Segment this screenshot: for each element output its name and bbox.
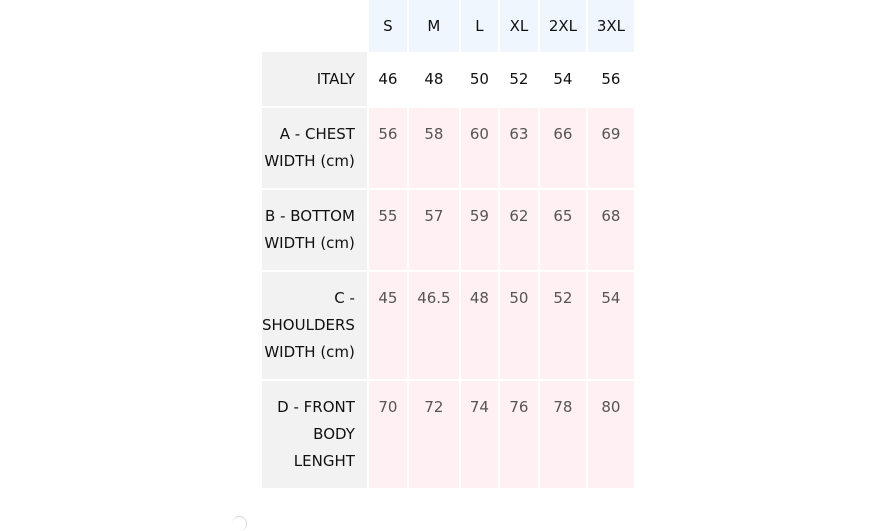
table-cell: 76	[500, 381, 538, 488]
table-cell: 80	[588, 381, 634, 488]
size-header-row	[262, 0, 634, 52]
row-label: B - BOTTOM WIDTH (cm)	[262, 190, 367, 270]
size-header-l: L	[461, 0, 498, 52]
table-cell: 45	[369, 272, 407, 379]
table-row-italy	[262, 52, 634, 106]
table-cell: 48	[409, 52, 459, 106]
table-cell: 66	[540, 108, 586, 188]
row-label: ITALY	[262, 52, 367, 106]
table-cell: 56	[588, 52, 634, 106]
table-cell: 54	[588, 272, 634, 379]
size-header-2xl: 2XL	[540, 0, 586, 52]
table-cell: 62	[500, 190, 538, 270]
table-cell: 50	[500, 272, 538, 379]
row-label: D - FRONT BODY LENGHT	[262, 381, 367, 488]
table-cell: 74	[461, 381, 498, 488]
table-cell: 68	[588, 190, 634, 270]
header-corner	[262, 0, 367, 52]
table-cell: 59	[461, 190, 498, 270]
table-row-bottom	[262, 190, 634, 270]
size-header-3xl: 3XL	[588, 0, 634, 52]
table-cell: 65	[540, 190, 586, 270]
size-header-m: M	[409, 0, 459, 52]
table-cell: 48	[461, 272, 498, 379]
table-row-front-length	[262, 381, 634, 488]
table-cell: 72	[409, 381, 459, 488]
table-cell: 70	[369, 381, 407, 488]
table-cell: 46	[369, 52, 407, 106]
table-cell: 55	[369, 190, 407, 270]
size-chart-table	[260, 0, 636, 488]
size-header-xl: XL	[500, 0, 538, 52]
table-row-shoulders	[262, 272, 634, 379]
table-row-chest	[262, 108, 634, 188]
size-header-s: S	[369, 0, 407, 52]
table-cell: 52	[500, 52, 538, 106]
row-label: A - CHEST WIDTH (cm)	[262, 108, 367, 188]
table-cell: 60	[461, 108, 498, 188]
table-cell: 69	[588, 108, 634, 188]
table-cell: 58	[409, 108, 459, 188]
table-cell: 63	[500, 108, 538, 188]
table-cell: 50	[461, 52, 498, 106]
table-cell: 56	[369, 108, 407, 188]
table-cell: 57	[409, 190, 459, 270]
table-cell: 52	[540, 272, 586, 379]
table-cell: 78	[540, 381, 586, 488]
table-cell: 46.5	[409, 272, 459, 379]
table-cell: 54	[540, 52, 586, 106]
row-label: C - SHOULDERS WIDTH (cm)	[262, 272, 367, 379]
